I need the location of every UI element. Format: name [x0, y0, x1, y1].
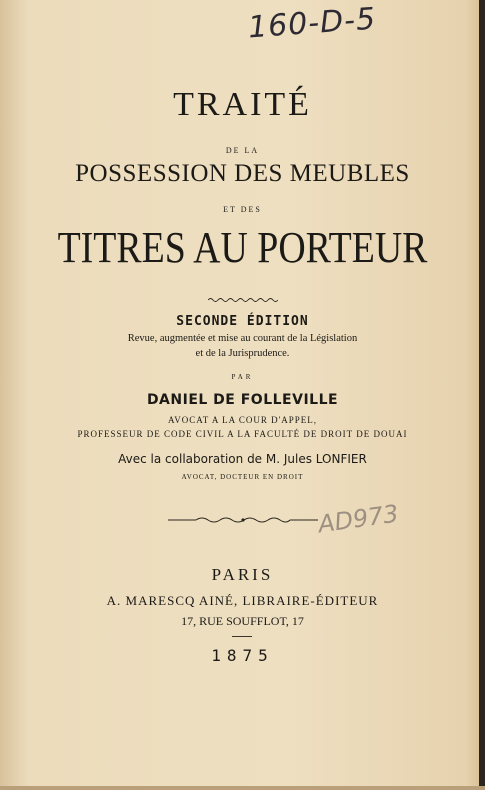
by-label: PAR [231, 373, 254, 381]
author-name: DANIEL DE FOLLEVILLE [146, 392, 339, 408]
author-title-line-1: AVOCAT A LA COUR D'APPEL, [167, 415, 318, 425]
short-rule [232, 636, 252, 637]
title-line-2: POSSESSION DES MEUBLES [75, 160, 410, 187]
imprint-city: PARIS [211, 565, 274, 584]
imprint-address: 17, RUE SOUFFLOT, 17 [181, 614, 304, 628]
imprint-publisher: A. MARESCQ AINÉ, LIBRAIRE-ÉDITEUR [106, 593, 379, 608]
edition-note-line-1: Revue, augmentée et mise au courant de la Législation [127, 333, 358, 344]
edition-note-line-2: et de la Jurisprudence. [195, 348, 290, 359]
title-connector-2: ET DES [223, 205, 262, 214]
title-line-3: TITRES AU PORTEUR [57, 223, 428, 272]
ornament-flourish [0, 512, 485, 530]
library-stamp: AD973 [316, 499, 401, 539]
title-line-1: TRAITÉ [173, 86, 312, 123]
page-bottom-edge [0, 786, 485, 790]
collaboration-line: Avec la collaboration de M. Jules LONFIER [118, 452, 367, 466]
ornament-divider [0, 290, 485, 308]
author-title-line-2: PROFESSEUR DE CODE CIVIL A LA FACULTÉ DE DROIT DE DOUAI [77, 429, 408, 439]
imprint-year: 1875 [211, 646, 274, 665]
edition-label: SECONDE ÉDITION [176, 314, 309, 329]
handwritten-shelfmark: 160-D-5 [246, 1, 378, 46]
collaborator-credentials: AVOCAT, DOCTEUR EN DROIT [181, 473, 304, 481]
title-connector-1: DE LA [225, 146, 260, 155]
